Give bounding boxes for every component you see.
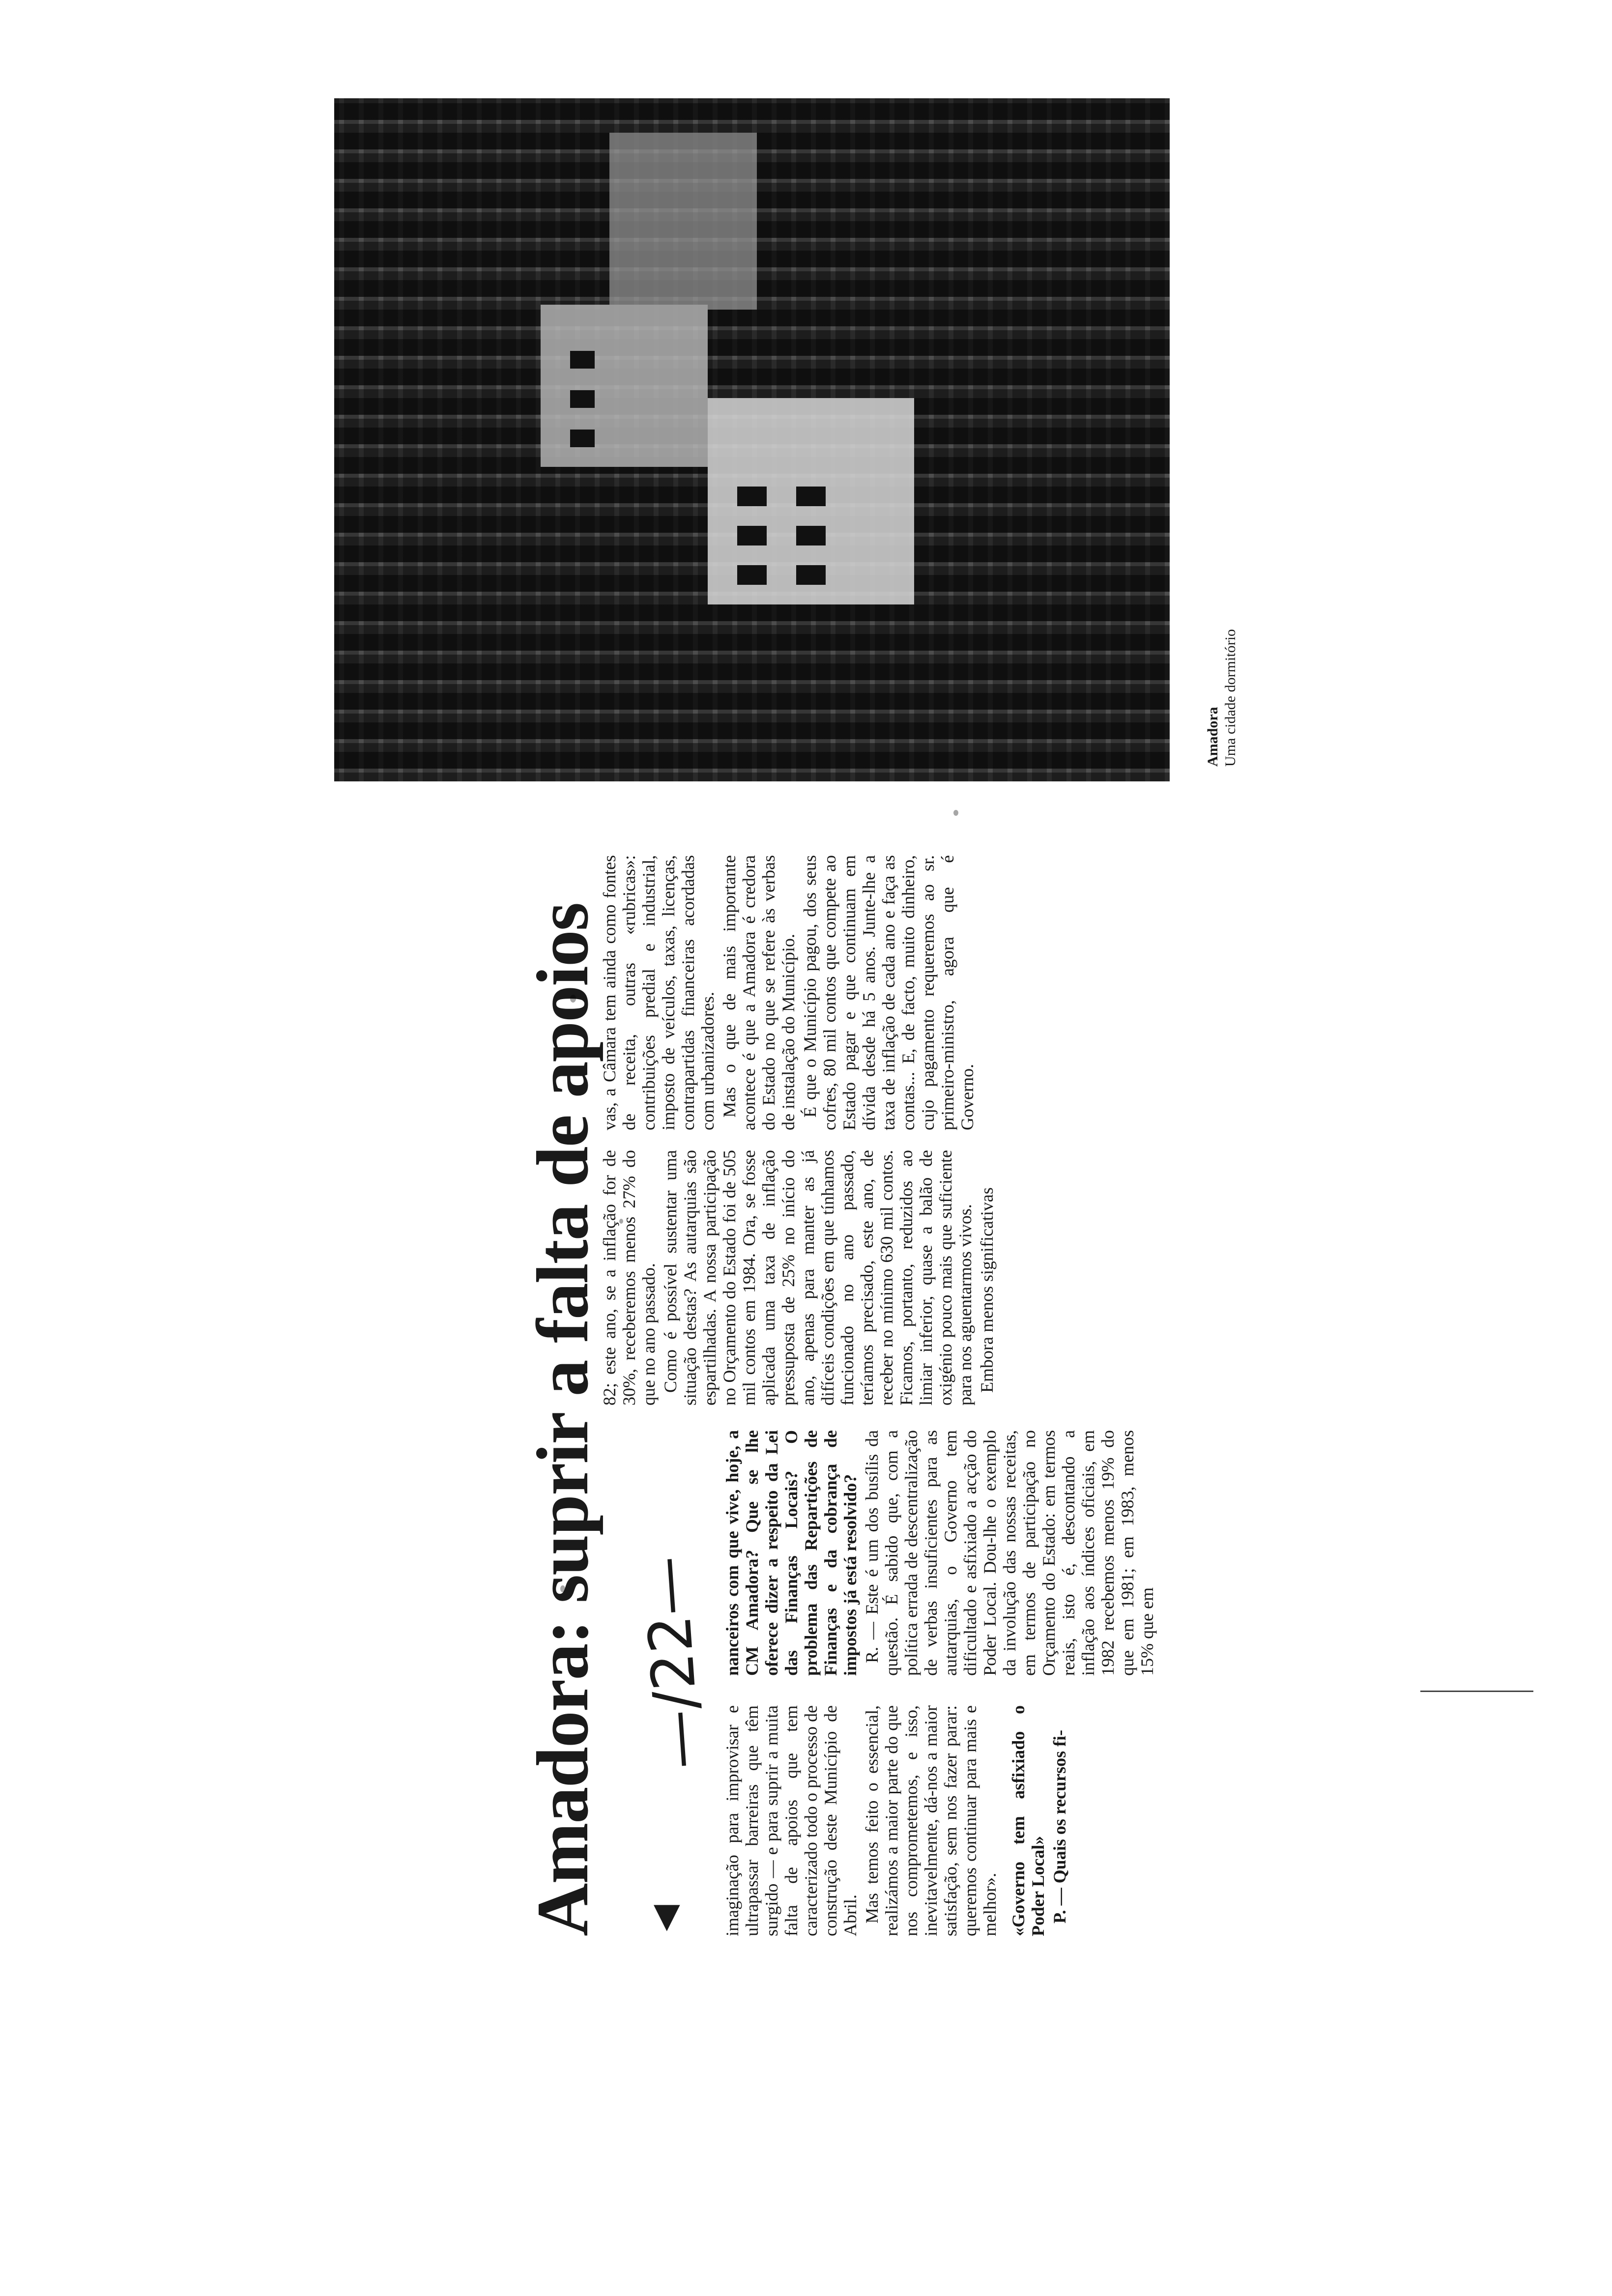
article-column-4 bbox=[600, 855, 979, 1130]
paragraph: É que o Município pagou, dos seus cofres, 80 mil contos que compete ao Estado pagar e que continuam em dívida desde há 5 anos. Junte-lhe a taxa de inflação de cada ano e faça as contas... E, de facto, muito dinheiro, cujo pagamento requeremos ao sr. primeiro-ministro, agora que é Governo. bbox=[800, 855, 977, 1130]
photo-building bbox=[609, 133, 757, 310]
scan-mark bbox=[1420, 1691, 1533, 1692]
headline: Amadora: suprir a falta de apoios bbox=[522, 903, 604, 1936]
paragraph: 82; este ano, se a inflação for de 30%, receberemos menos 27% do que no ano passado. bbox=[600, 1150, 659, 1406]
newspaper-clipping bbox=[216, 98, 1238, 1936]
paragraph: Embora menos significativas bbox=[977, 1187, 997, 1393]
question: P. — Quais os recursos fi- bbox=[1050, 1729, 1069, 1923]
photo-building bbox=[541, 305, 708, 467]
article-column-1 bbox=[722, 1705, 1071, 1936]
caption-text: Uma cidade dormitório bbox=[1222, 629, 1238, 767]
paragraph: Mas temos feito o essencial, realizámos a maior parte do que nos comprometemos, e isso, inevitavelmente, dá-nos a maior satisfação, sem nos fazer parar: queremos continuar para mais e melhor». bbox=[862, 1705, 1000, 1936]
article-column-3 bbox=[600, 1150, 999, 1406]
handwritten-note: —/22— bbox=[632, 1554, 715, 1772]
arrow-marker-icon: ◀ bbox=[646, 1905, 684, 1931]
paragraph: vas, a Câmara tem ainda como fontes de receita, outras «rubricas»: contribuições predial e industrial, imposto de veículos, taxas, licenças, contrapartidas financeiras acordadas com urbanizadores. bbox=[600, 855, 718, 1130]
answer: R. — Este é um dos busílis da questão. É sabido que, com a política errada de descentralização de verbas insuficientes para as autarquias, o Governo tem dificultado e asfixiado a acção do Poder Local. Dou-lhe o exemplo da involução das nossas receitas, em termos de participação no Orçamento do Estado: em termos reais, isto é, descontando a inflação aos índices oficiais, em 1982 recebemos menos 19% do que em 1981; em 1983, menos 15% que em bbox=[862, 1430, 1157, 1676]
subheading: «Governo tem asfixiado o Poder Local» bbox=[1008, 1705, 1048, 1936]
city-photo bbox=[334, 98, 1170, 781]
question: nanceiros com que vive, hoje, a CM Amadora? Que se lhe oferece dizer a respeito da Lei das Finanças Locais? O problema das Repartições de Finanças e da cobrança de impostos já está resolvido? bbox=[722, 1430, 860, 1676]
paragraph: Mas o que de mais importante acontece é que a Amadora é credora do Estado no que se refere às verbas de instalação do Município. bbox=[720, 855, 798, 1130]
paragraph: Como é possível sustentar uma situação destas? As autarquias são espartilhadas. A nossa participação no Orçamento do Estado foi de 505 mil contos em 1984. Ora, se fosse aplicada uma taxa de inflação pressuposta de 25% no início do ano, apenas para manter as já difíceis condições em que tínhamos funcionado no ano passado, teríamos precisado, este ano, de receber no mínimo 630 mil contos. Ficamos, portanto, reduzidos ao limiar inferior, quase a balão de oxigénio pouco mais que suficiente para nos aguentarmos vivos. bbox=[661, 1150, 975, 1406]
photo-caption bbox=[1204, 629, 1239, 767]
caption-title: Amadora bbox=[1205, 707, 1221, 767]
article-column-2 bbox=[722, 1430, 1159, 1676]
paragraph: imaginação para improvisar e ultrapassar barreiras que têm surgido — e para suprir a muita falta de apoios que tem caracterizado todo o processo de construção deste Município de Abril. bbox=[722, 1705, 860, 1936]
